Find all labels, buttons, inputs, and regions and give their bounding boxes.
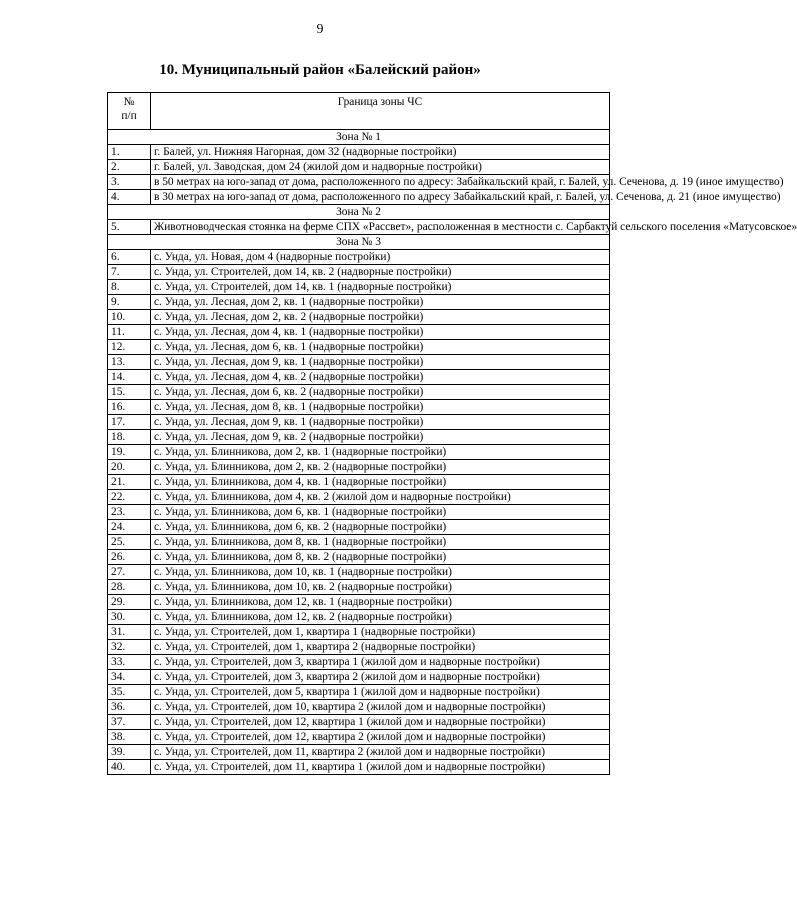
zone-address: с. Унда, ул. Лесная, дом 2, кв. 1 (надворные постройки) (151, 295, 610, 310)
row-number: 15. (108, 385, 151, 400)
zone-address: с. Унда, ул. Блинникова, дом 8, кв. 2 (надворные постройки) (151, 550, 610, 565)
zone-address: с. Унда, ул. Лесная, дом 9, кв. 2 (надворные постройки) (151, 430, 610, 445)
table-row (108, 280, 610, 295)
table-row (108, 595, 610, 610)
zone-address: с. Унда, ул. Лесная, дом 2, кв. 2 (надворные постройки) (151, 310, 610, 325)
zone-title: Зона № 3 (108, 235, 610, 250)
table-row (108, 565, 610, 580)
table-row (108, 370, 610, 385)
table-row (108, 730, 610, 745)
row-number: 28. (108, 580, 151, 595)
table-row (108, 700, 610, 715)
zone-address: с. Унда, ул. Строителей, дом 11, квартира 2 (жилой дом и надворные постройки) (151, 745, 610, 760)
zone-title: Зона № 1 (108, 130, 610, 145)
table-row (108, 490, 610, 505)
column-header-number-line1: № (123, 96, 135, 108)
zone-address: с. Унда, ул. Блинникова, дом 12, кв. 2 (надворные постройки) (151, 610, 610, 625)
row-number: 30. (108, 610, 151, 625)
row-number: 10. (108, 310, 151, 325)
table-header-row (108, 93, 610, 130)
zone-address: с. Унда, ул. Строителей, дом 14, кв. 1 (надворные постройки) (151, 280, 610, 295)
zone-address: с. Унда, ул. Блинникова, дом 6, кв. 2 (надворные постройки) (151, 520, 610, 535)
table-row (108, 295, 610, 310)
zone-address: с. Унда, ул. Блинникова, дом 8, кв. 1 (надворные постройки) (151, 535, 610, 550)
table-row (108, 475, 610, 490)
zone-address: Животноводческая стоянка на ферме СПХ «Рассвет», расположенная в местности с. Сарбактуй сельского поселения «Матусовское» (151, 220, 610, 235)
zone-title: Зона № 2 (108, 205, 610, 220)
zone-address: с. Унда, ул. Лесная, дом 8, кв. 1 (надворные постройки) (151, 400, 610, 415)
zone-address: в 30 метрах на юго-запад от дома, расположенного по адресу Забайкальский край, г. Балей, ул. Сеченова, д. 21 (иное имущество) (151, 190, 610, 205)
zone-title-row (108, 130, 610, 145)
row-number: 1. (108, 145, 151, 160)
row-number: 13. (108, 355, 151, 370)
column-header-zone-border: Граница зоны ЧС (151, 93, 610, 130)
row-number: 31. (108, 625, 151, 640)
table-row (108, 535, 610, 550)
row-number: 33. (108, 655, 151, 670)
zone-address: с. Унда, ул. Лесная, дом 4, кв. 1 (надворные постройки) (151, 325, 610, 340)
table-row (108, 520, 610, 535)
table-row (108, 250, 610, 265)
table-row (108, 460, 610, 475)
table-row (108, 505, 610, 520)
zone-address: с. Унда, ул. Строителей, дом 12, квартира 1 (жилой дом и надворные постройки) (151, 715, 610, 730)
row-number: 32. (108, 640, 151, 655)
table-row (108, 610, 610, 625)
row-number: 20. (108, 460, 151, 475)
row-number: 17. (108, 415, 151, 430)
row-number: 7. (108, 265, 151, 280)
zone-address: с. Унда, ул. Блинникова, дом 10, кв. 1 (надворные постройки) (151, 565, 610, 580)
page-number: 9 (316, 22, 324, 37)
row-number: 34. (108, 670, 151, 685)
row-number: 37. (108, 715, 151, 730)
table-row (108, 430, 610, 445)
zone-address: с. Унда, ул. Лесная, дом 9, кв. 1 (надворные постройки) (151, 355, 610, 370)
table-row (108, 400, 610, 415)
row-number: 21. (108, 475, 151, 490)
row-number: 27. (108, 565, 151, 580)
row-number: 35. (108, 685, 151, 700)
section-heading: 10. Муниципальный район «Балейский район» (159, 62, 481, 78)
zone-address: с. Унда, ул. Строителей, дом 1, квартира 2 (надворные постройки) (151, 640, 610, 655)
table-row (108, 415, 610, 430)
row-number: 11. (108, 325, 151, 340)
table-row (108, 340, 610, 355)
zone-address: с. Унда, ул. Блинникова, дом 4, кв. 1 (надворные постройки) (151, 475, 610, 490)
column-header-number (108, 93, 151, 130)
table-row (108, 625, 610, 640)
table-row (108, 655, 610, 670)
table-row (108, 310, 610, 325)
table-row (108, 550, 610, 565)
table-row (108, 640, 610, 655)
zone-address: с. Унда, ул. Строителей, дом 3, квартира 1 (жилой дом и надворные постройки) (151, 655, 610, 670)
row-number: 24. (108, 520, 151, 535)
table-row (108, 175, 610, 190)
zone-address: в 50 метрах на юго-запад от дома, расположенного по адресу: Забайкальский край, г. Балей, ул. Сеченова, д. 19 (иное имущество) (151, 175, 610, 190)
zone-address: с. Унда, ул. Лесная, дом 9, кв. 1 (надворные постройки) (151, 415, 610, 430)
row-number: 6. (108, 250, 151, 265)
row-number: 4. (108, 190, 151, 205)
table-row (108, 355, 610, 370)
row-number: 29. (108, 595, 151, 610)
row-number: 2. (108, 160, 151, 175)
table-row (108, 715, 610, 730)
column-header-number-line2: п/п (121, 110, 137, 122)
row-number: 23. (108, 505, 151, 520)
table-row (108, 220, 610, 235)
table-row (108, 445, 610, 460)
zone-address: г. Балей, ул. Нижняя Нагорная, дом 32 (надворные постройки) (151, 145, 610, 160)
zone-address: с. Унда, ул. Лесная, дом 6, кв. 1 (надворные постройки) (151, 340, 610, 355)
zone-address: с. Унда, ул. Блинникова, дом 2, кв. 2 (надворные постройки) (151, 460, 610, 475)
row-number: 26. (108, 550, 151, 565)
zone-address: с. Унда, ул. Строителей, дом 10, квартира 2 (жилой дом и надворные постройки) (151, 700, 610, 715)
zone-address: с. Унда, ул. Блинникова, дом 6, кв. 1 (надворные постройки) (151, 505, 610, 520)
zone-address: с. Унда, ул. Строителей, дом 3, квартира 2 (жилой дом и надворные постройки) (151, 670, 610, 685)
zone-title-row (108, 205, 610, 220)
zone-address: с. Унда, ул. Строителей, дом 5, квартира 1 (жилой дом и надворные постройки) (151, 685, 610, 700)
row-number: 39. (108, 745, 151, 760)
zone-address: г. Балей, ул. Заводская, дом 24 (жилой дом и надворные постройки) (151, 160, 610, 175)
table-row (108, 745, 610, 760)
row-number: 9. (108, 295, 151, 310)
zone-address: с. Унда, ул. Строителей, дом 14, кв. 2 (надворные постройки) (151, 265, 610, 280)
zone-address: с. Унда, ул. Блинникова, дом 4, кв. 2 (жилой дом и надворные постройки) (151, 490, 610, 505)
emergency-zone-table (107, 92, 797, 775)
zone-address: с. Унда, ул. Строителей, дом 12, квартира 2 (жилой дом и надворные постройки) (151, 730, 610, 745)
zone-address: с. Унда, ул. Строителей, дом 11, квартира 1 (жилой дом и надворные постройки) (151, 760, 610, 775)
table-row (108, 685, 610, 700)
table-row (108, 325, 610, 340)
row-number: 25. (108, 535, 151, 550)
row-number: 16. (108, 400, 151, 415)
row-number: 38. (108, 730, 151, 745)
zone-address: с. Унда, ул. Новая, дом 4 (надворные постройки) (151, 250, 610, 265)
row-number: 18. (108, 430, 151, 445)
row-number: 5. (108, 220, 151, 235)
table-row (108, 670, 610, 685)
table-body (108, 130, 797, 775)
table-row (108, 760, 610, 775)
row-number: 8. (108, 280, 151, 295)
row-number: 12. (108, 340, 151, 355)
table-row (108, 385, 610, 400)
zone-address: с. Унда, ул. Строителей, дом 1, квартира 1 (надворные постройки) (151, 625, 610, 640)
zone-address: с. Унда, ул. Блинникова, дом 2, кв. 1 (надворные постройки) (151, 445, 610, 460)
row-number: 22. (108, 490, 151, 505)
table-row (108, 265, 610, 280)
zone-title-row (108, 235, 610, 250)
zone-address: с. Унда, ул. Лесная, дом 6, кв. 2 (надворные постройки) (151, 385, 610, 400)
row-number: 36. (108, 700, 151, 715)
table-row (108, 145, 610, 160)
row-number: 19. (108, 445, 151, 460)
table-row (108, 580, 610, 595)
zone-address: с. Унда, ул. Блинникова, дом 12, кв. 1 (надворные постройки) (151, 595, 610, 610)
table-row (108, 190, 610, 205)
table-row (108, 160, 610, 175)
zone-address: с. Унда, ул. Лесная, дом 4, кв. 2 (надворные постройки) (151, 370, 610, 385)
zone-address: с. Унда, ул. Блинникова, дом 10, кв. 2 (надворные постройки) (151, 580, 610, 595)
row-number: 3. (108, 175, 151, 190)
row-number: 14. (108, 370, 151, 385)
row-number: 40. (108, 760, 151, 775)
